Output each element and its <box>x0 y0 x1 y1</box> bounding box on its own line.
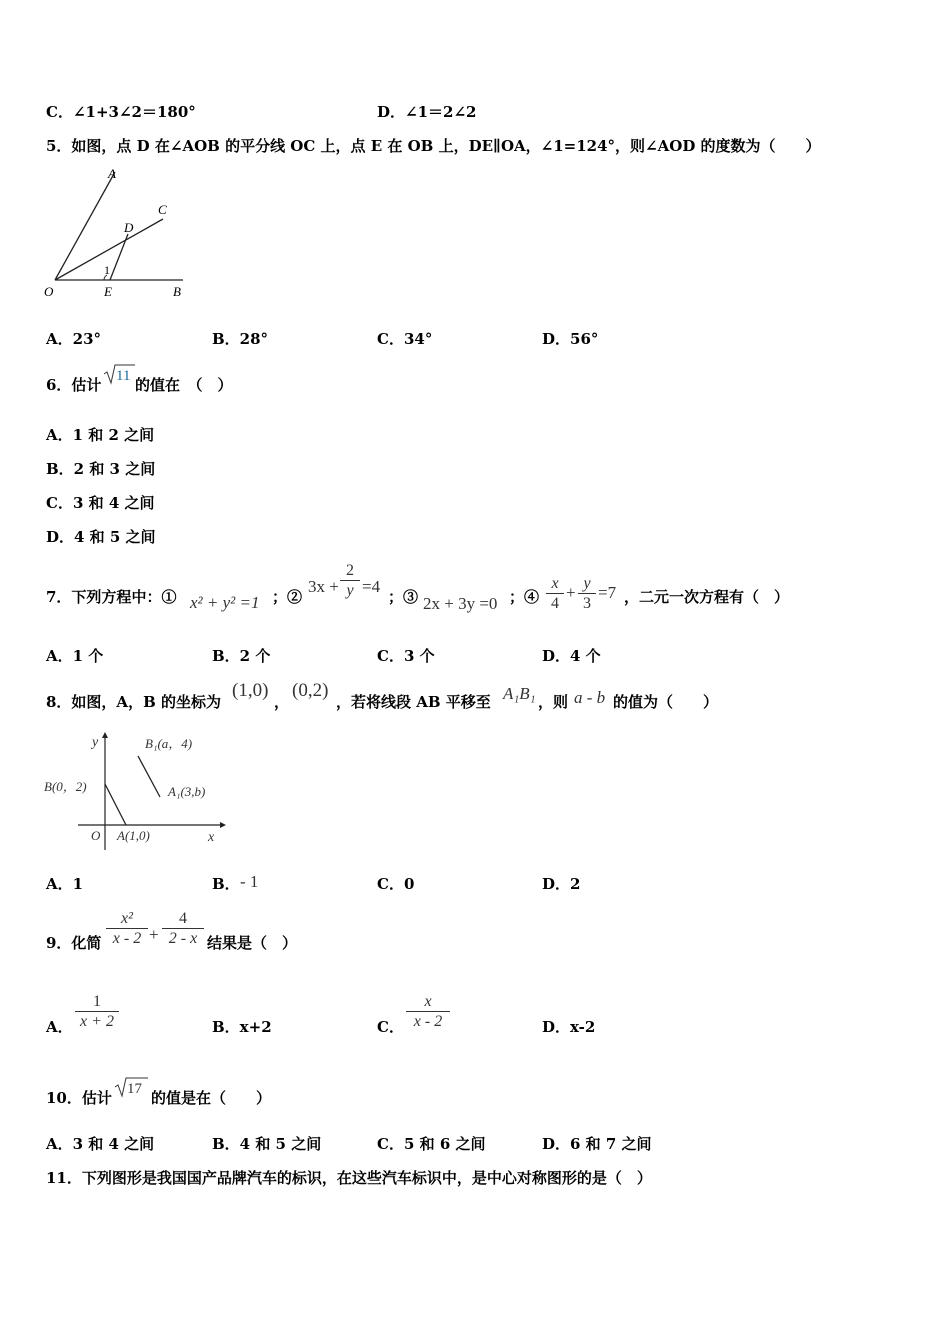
q10-sqrt <box>113 1075 149 1099</box>
q7-eq4-d1: 4 <box>546 593 564 613</box>
q7-eq1: x² + y² =1 <box>190 593 260 612</box>
q9-option-c-frac <box>406 993 450 1031</box>
q8-option-b: B． <box>212 875 240 893</box>
q5-stem: 5．如图，点 D 在∠AOB 的平分线 OC 上，点 E 在 OB 上，DE∥OA，∠1=124°，则∠AOD 的度数为（ ） <box>46 137 821 155</box>
q9-prefix: 9．化简 <box>46 934 102 952</box>
q9-opta-den: x + 2 <box>75 1011 119 1031</box>
q6-option-c: C．3 和 4 之间 <box>46 494 155 512</box>
label-c: C <box>158 202 167 217</box>
q8-point-b: (0,2) <box>292 680 329 701</box>
q9-optc-num: x <box>424 993 432 1010</box>
q6-option-d: D．4 和 5 之间 <box>46 528 156 546</box>
label-e: E <box>104 284 112 299</box>
q10-option-a: A．3 和 4 之间 <box>46 1135 155 1153</box>
label-a: A <box>108 166 116 181</box>
q10-option-b: B．4 和 5 之间 <box>212 1135 322 1153</box>
q9-option-a-frac <box>75 993 119 1031</box>
q7-prefix: 7．下列方程中：① <box>46 588 177 606</box>
x-axis-arrow <box>220 822 226 828</box>
q6-sqrt <box>102 362 136 386</box>
q7-eq4-frac1 <box>546 575 564 613</box>
y-axis-arrow <box>102 732 108 738</box>
label-x: x <box>208 830 215 845</box>
q4-option-c: C．∠1+3∠2＝180° <box>46 103 196 121</box>
q8-comma: ， <box>274 693 290 711</box>
q9-option-a-label: A． <box>46 1018 73 1036</box>
q9-optc-den: x - 2 <box>406 1011 450 1031</box>
q9-f2-num: 4 <box>179 910 187 927</box>
q8-option-d: D．2 <box>542 875 581 893</box>
segment-a1b1 <box>138 756 160 797</box>
q7-option-c: C．3 个 <box>377 647 435 665</box>
q6-option-a: A．1 和 2 之间 <box>46 426 155 444</box>
q8-option-a: A．1 <box>46 875 84 893</box>
q9-suffix: 结果是（ ） <box>207 934 298 952</box>
q7-eq4-tail: =7 <box>598 583 617 602</box>
q6-suffix: 的值在 （ ） <box>135 376 233 394</box>
q10-suffix: 的值是在（ ） <box>151 1089 272 1107</box>
q9-f1-den: x - 2 <box>106 928 148 948</box>
q7-sep3: ；③ <box>388 588 419 606</box>
q8-mid2: ，则 <box>538 693 569 711</box>
q10-prefix: 10．估计 <box>46 1089 112 1107</box>
q8-point-a: (1,0) <box>232 680 269 701</box>
q9-option-d: D．x-2 <box>542 1018 596 1036</box>
label-y: y <box>92 735 99 750</box>
label-o: O <box>91 828 101 843</box>
q5-option-b: B．28° <box>212 330 269 348</box>
q9-plus: + <box>149 925 159 944</box>
label-b1: B₁(a，4) <box>145 736 193 751</box>
q7-eq4-d2: 3 <box>578 593 596 613</box>
q4-option-d: D．∠1＝2∠2 <box>377 103 477 121</box>
q6-option-b: B．2 和 3 之间 <box>46 460 156 478</box>
q7-option-d: D．4 个 <box>542 647 601 665</box>
q6-prefix: 6．估计 <box>46 376 102 394</box>
q7-eq2-num: 2 <box>346 562 354 579</box>
q8-mid: ，若将线段 AB 平移至 <box>336 693 491 711</box>
q5-option-a: A．23° <box>46 330 102 348</box>
q10-option-c: C．5 和 6 之间 <box>377 1135 486 1153</box>
q7-eq4-n2: y <box>583 575 591 592</box>
q10-option-d: D．6 和 7 之间 <box>542 1135 652 1153</box>
q7-eq2-frac <box>340 562 360 600</box>
q8-expr: a - b <box>574 688 606 707</box>
q11-stem: 11．下列图形是我国国产品牌汽车的标识，在这些汽车标识中，是中心对称图形的是（ ） <box>46 1169 652 1187</box>
label-angle-1: 1 <box>104 263 110 277</box>
q7-eq4-n1: x <box>551 575 559 592</box>
q10-radicand: 17 <box>127 1081 142 1097</box>
q9-option-b: B．x+2 <box>212 1018 272 1036</box>
q9-frac2 <box>162 910 204 948</box>
q9-f2-den: 2 - x <box>162 928 204 948</box>
q8-figure <box>42 728 232 853</box>
segment-de <box>110 234 128 280</box>
q8-suffix: 的值为（ ） <box>613 693 719 711</box>
q9-frac1 <box>106 910 148 948</box>
q7-eq4-plus: + <box>566 583 576 602</box>
q7-eq2-lead: 3x + <box>308 577 339 596</box>
label-b: B(0，2) <box>44 779 87 794</box>
q7-option-b: B．2 个 <box>212 647 271 665</box>
q6-radicand: 11 <box>116 368 131 384</box>
q7-eq3: 2x + 3y =0 <box>423 594 498 613</box>
q5-option-c: C．34° <box>377 330 433 348</box>
label-o: O <box>44 284 54 299</box>
q9-f1-num: x² <box>121 910 133 927</box>
q7-sep2: ；② <box>272 588 303 606</box>
label-d: D <box>124 220 134 235</box>
q8-option-b-value: - 1 <box>240 872 259 891</box>
label-b: B <box>173 284 181 299</box>
label-a: A(1,0) <box>117 828 150 843</box>
q8-option-c: C．0 <box>377 875 415 893</box>
label-a1: A₁(3,b) <box>168 784 206 799</box>
q5-option-d: D．56° <box>542 330 599 348</box>
q9-opta-num: 1 <box>93 993 101 1010</box>
q7-option-a: A．1 个 <box>46 647 104 665</box>
q7-sep4: ；④ <box>509 588 540 606</box>
q7-suffix: ，二元一次方程有（ ） <box>624 588 790 606</box>
q7-eq4-frac2 <box>578 575 596 613</box>
q7-eq2-tail: =4 <box>362 577 381 596</box>
segment-ab <box>105 784 126 825</box>
q7-eq2-den: y <box>340 580 360 600</box>
q9-option-c-label: C． <box>377 1018 404 1036</box>
q5-figure <box>40 162 200 302</box>
q8-segment: A₁B₁ <box>503 684 536 703</box>
q8-prefix: 8．如图，A，B 的坐标为 <box>46 693 221 711</box>
